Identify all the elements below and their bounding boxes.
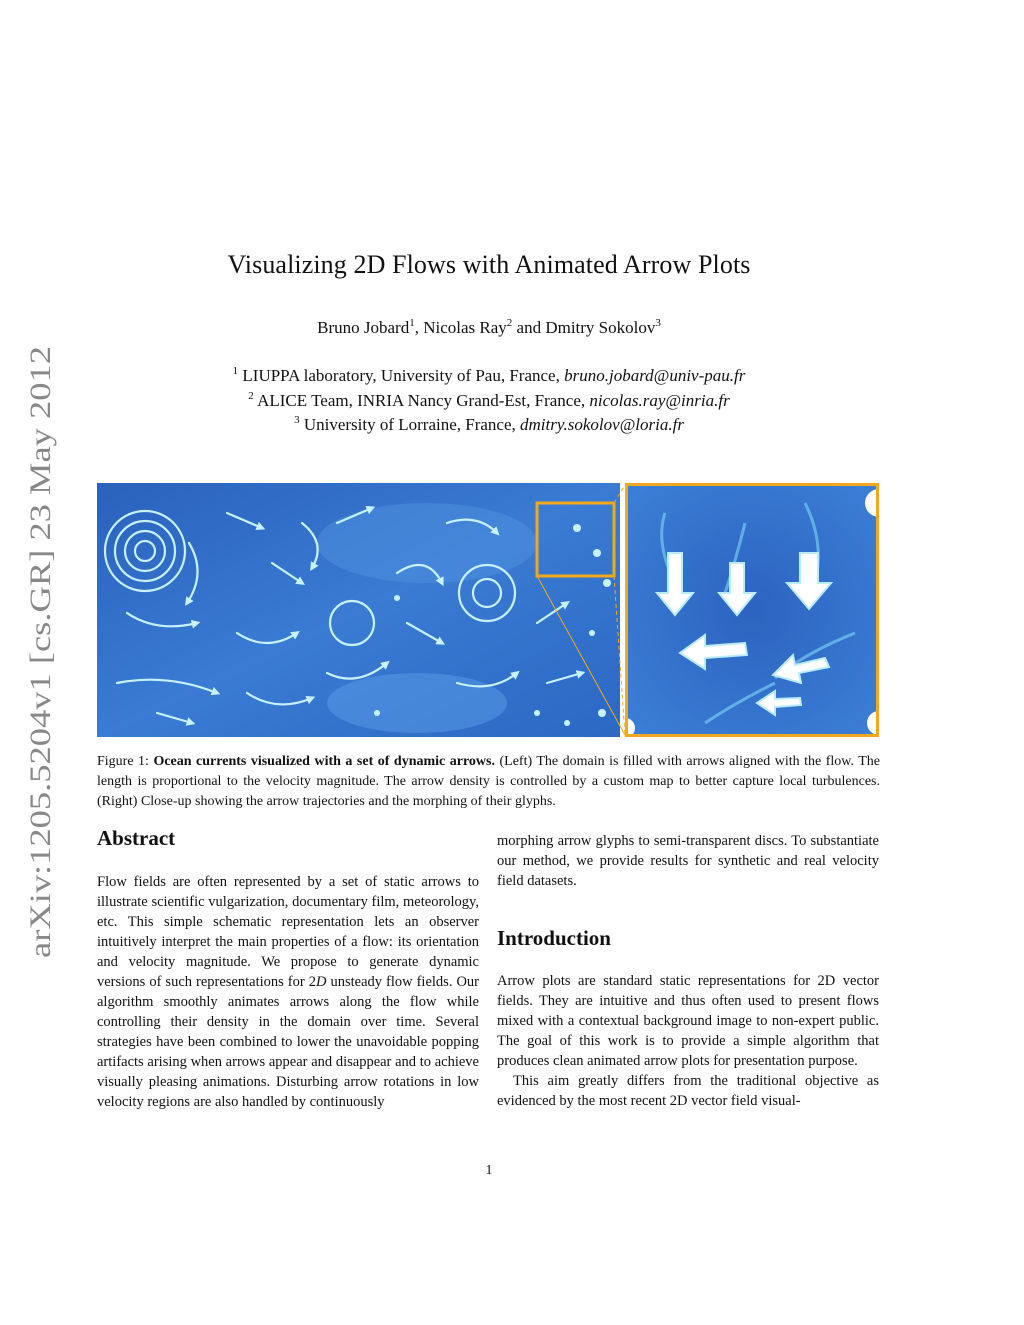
arxiv-stamp-text: arXiv:1205.5204v1 [cs.GR] 23 May 2012 xyxy=(24,454,57,958)
abstract-heading: Abstract xyxy=(97,826,176,850)
affiliation-text: University of Lorraine, France, xyxy=(299,415,521,434)
author-2: Nicolas Ray xyxy=(423,318,507,337)
abstract-text-2: unsteady flow fields. Our algorithm smoothly animates arrows along the flow while controlling their density in the domain over time. Several strategies have been combined to lower the unavoidable popping artifacts arising when arrows appear and disappear and to achieve visually pleasing animations. Disturbing arrow rotations in low velocity regions are also handled by continuously xyxy=(97,974,479,1110)
affiliation-text: ALICE Team, INRIA Nancy Grand-Est, France, xyxy=(253,391,590,410)
author-3-sup: 3 xyxy=(655,317,661,329)
abstract-continuation-text: morphing arrow glyphs to semi-transparent discs. To substantiate our method, we provide results for synthetic and real velocity field datasets. xyxy=(497,833,879,889)
author-1: Bruno Jobard xyxy=(317,318,410,337)
affiliation-sup: 1 xyxy=(232,365,239,377)
caption-label: Figure 1: xyxy=(97,754,154,769)
author-separator: and xyxy=(512,318,546,337)
closeup-svg xyxy=(625,483,879,737)
affiliation-2 xyxy=(0,391,978,411)
affiliation-email[interactable]: dmitry.sokolov@loria.fr xyxy=(520,415,684,434)
closeup-view xyxy=(625,483,879,737)
abstract-continuation xyxy=(497,831,879,891)
author-1-sup: 1 xyxy=(409,317,415,329)
introduction-heading: Introduction xyxy=(497,926,611,950)
introduction-body xyxy=(497,971,879,1111)
affiliation-sup: 3 xyxy=(294,414,300,426)
affiliation-3 xyxy=(0,415,978,435)
affiliation-email[interactable]: bruno.jobard@univ-pau.fr xyxy=(564,366,746,385)
abstract-body xyxy=(97,872,479,1112)
author-3: Dmitry Sokolov xyxy=(545,318,656,337)
affiliation-1 xyxy=(0,366,978,386)
abstract-text-1: Flow fields are often represented by a set of static arrows to illustrate scientific vulgarization, documentary film, meteorology, etc. This simple schematic representation lets an observer intuitively interpret the main properties of a flow: its orientation and velocity magnitude. We propose to generate dynamic versions of such representations for 2 xyxy=(97,874,479,990)
author-list xyxy=(0,318,978,338)
author-2-sup: 2 xyxy=(506,317,513,329)
figure-1 xyxy=(97,483,880,737)
introduction-paragraph-1: Arrow plots are standard static representations for 2D vector fields. They are intuitive and thus often used to present flows mixed with a contextual background image to non-expert public. The goal of this work is to provide a simple algorithm that produces clean animated arrow plots for presentation purpose. xyxy=(497,973,879,1069)
affiliation-email[interactable]: nicolas.ray@inria.fr xyxy=(589,391,730,410)
caption-text: (Left) The domain is filled with arrows aligned with the flow. The length is proportional to the velocity magnitude. The arrow density is controlled by a custom map to better capture local turbulences. (Right) Close-up showing the arrow trajectories and the morphing of their glyphs. xyxy=(97,754,880,809)
introduction-paragraph-2: This aim greatly differs from the traditional objective as evidenced by the most recent 2D vector field visual- xyxy=(497,1073,879,1109)
figure-caption xyxy=(97,752,880,812)
page-number: 1 xyxy=(485,1163,493,1178)
paper-title: Visualizing 2D Flows with Animated Arrow Plots xyxy=(227,250,751,279)
affiliation-text: LIUPPA laboratory, University of Pau, France, xyxy=(238,366,565,385)
abstract-paragraph xyxy=(97,872,479,1112)
abstract-italic: D xyxy=(315,974,327,990)
caption-bold: Ocean currents visualized with a set of dynamic arrows. xyxy=(153,754,495,769)
author-separator: , xyxy=(414,318,424,337)
affiliation-sup: 2 xyxy=(248,390,254,402)
